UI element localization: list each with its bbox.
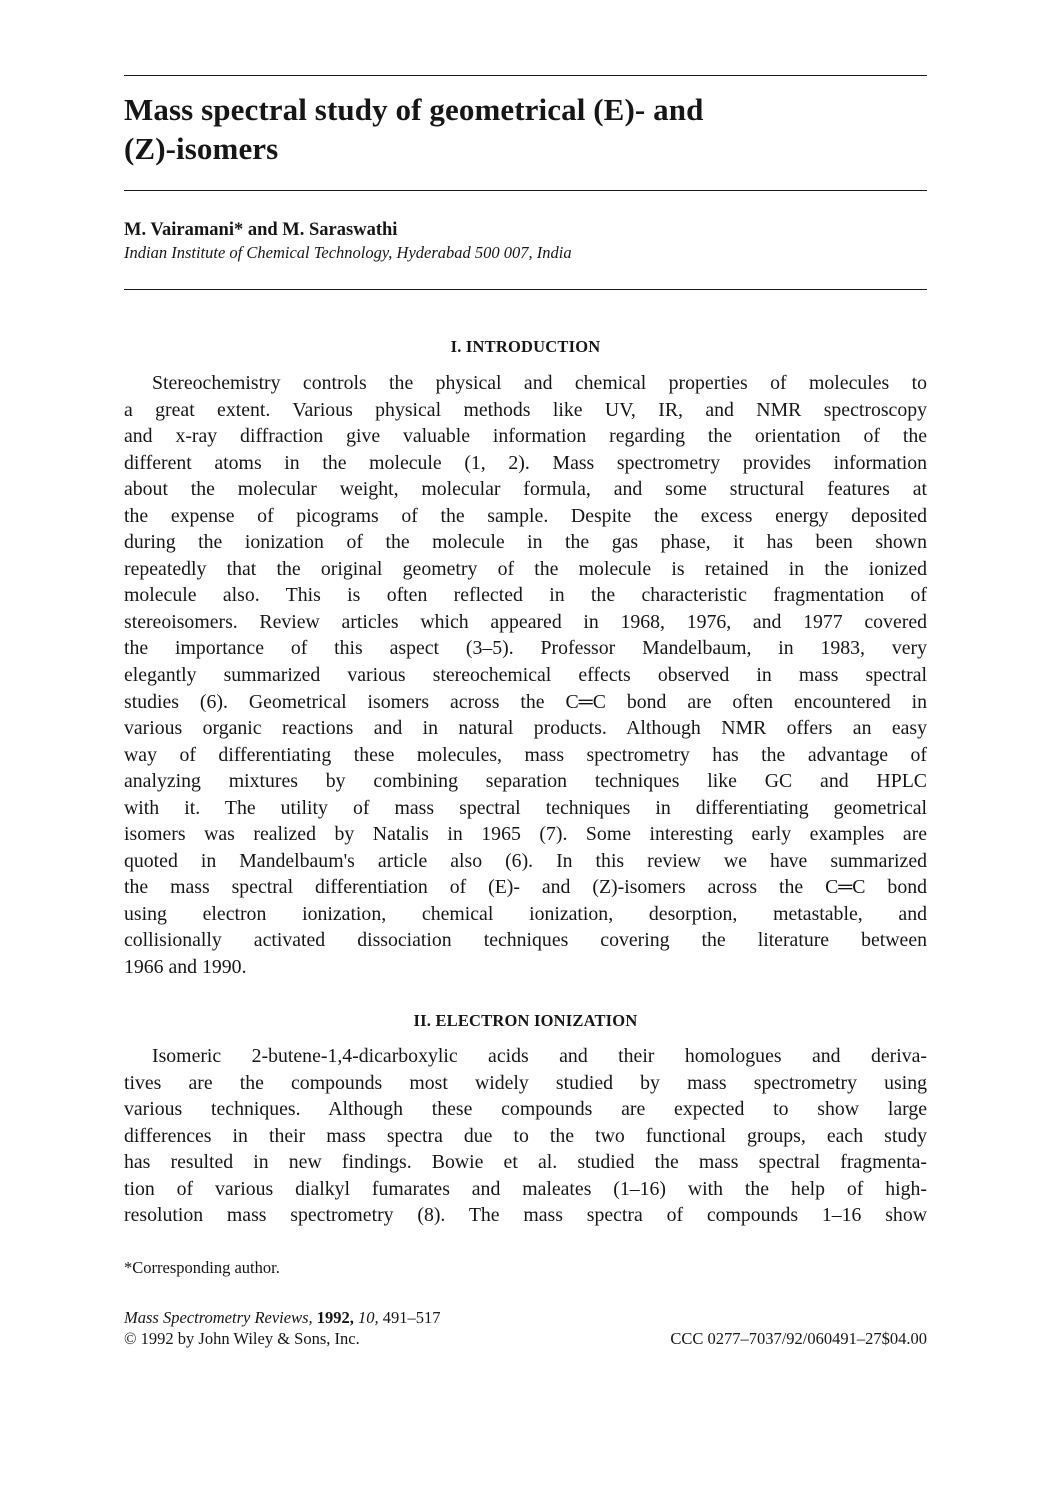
text-line: molecule also. This is often reflected in the characteristic fragmentation of: [124, 584, 927, 607]
text-line: Stereochemistry controls the physical and chemical properties of molecules to: [152, 372, 927, 394]
text-line: a great extent. Various physical methods like UV, IR, and NMR spectroscopy: [124, 398, 927, 421]
footnote: *Corresponding author.: [124, 1258, 280, 1277]
text-line: about the molecular weight, molecular formula, and some structural features at: [124, 478, 927, 501]
text-line: quoted in Mandelbaum's article also (6). In this review we have summarized: [124, 849, 927, 872]
text-line: Isomeric 2-butene-1,4-dicarboxylic acids and their homologues and deriva-: [152, 1045, 927, 1067]
text-line: the importance of this aspect (3–5). Professor Mandelbaum, in 1983, very: [124, 637, 927, 660]
journal-name: Mass Spectrometry Reviews,: [124, 1308, 313, 1327]
section-heading-electron-ionization: II. ELECTRON IONIZATION: [413, 1011, 638, 1030]
text-line: tion of various dialkyl fumarates and maleates (1–16) with the help of high-: [124, 1177, 927, 1200]
text-line: different atoms in the molecule (1, 2). Mass spectrometry provides information: [124, 451, 927, 474]
article-title: [124, 90, 924, 168]
introduction-paragraph: [124, 370, 927, 981]
copyright-notice: © 1992 by John Wiley & Sons, Inc.: [124, 1329, 360, 1348]
text-line: analyzing mixtures by combining separation techniques like GC and HPLC: [124, 770, 927, 793]
text-line: 1966 and 1990.: [124, 956, 247, 979]
text-line: various organic reactions and in natural products. Although NMR offers an easy: [124, 717, 927, 740]
text-line: and x-ray diffraction give valuable information regarding the orientation of the: [124, 425, 927, 448]
journal-citation: [124, 1307, 441, 1328]
text-line: repeatedly that the original geometry of the molecule is retained in the ionized: [124, 557, 927, 580]
top-rule: [124, 75, 927, 76]
text-line: stereoisomers. Review articles which appeared in 1968, 1976, and 1977 covered: [124, 610, 927, 633]
text-line: collisionally activated dissociation techniques covering the literature between: [124, 929, 927, 952]
text-line: tives are the compounds most widely studied by mass spectrometry using: [124, 1071, 927, 1094]
section-heading-introduction: I. INTRODUCTION: [450, 337, 601, 356]
text-line: studies (6). Geometrical isomers across the C═C bond are often encountered in: [124, 690, 927, 713]
title-line-1: Mass spectral study of geometrical (E)- and: [124, 92, 704, 127]
text-line: differences in their mass spectra due to the two functional groups, each study: [124, 1124, 927, 1147]
text-line: the mass spectral differentiation of (E)- and (Z)-isomers across the C═C bond: [124, 876, 927, 899]
text-line: way of differentiating these molecules, mass spectrometry has the advantage of: [124, 743, 927, 766]
text-line: during the ionization of the molecule in the gas phase, it has been shown: [124, 531, 927, 554]
text-line: elegantly summarized various stereochemical effects observed in mass spectral: [124, 664, 927, 687]
ccc-code: CCC 0277–7037/92/060491–27$04.00: [670, 1329, 927, 1348]
affiliation: Indian Institute of Chemical Technology, Hyderabad 500 007, India: [124, 243, 572, 262]
text-line: has resulted in new findings. Bowie et al. studied the mass spectral fragmenta-: [124, 1151, 927, 1174]
author-list: M. Vairamani* and M. Saraswathi: [124, 220, 398, 240]
title-line-2: (Z)-isomers: [124, 131, 279, 166]
journal-year: 1992,: [316, 1308, 354, 1327]
text-line: various techniques. Although these compounds are expected to show large: [124, 1098, 927, 1121]
text-line: using electron ionization, chemical ionization, desorption, metastable, and: [124, 902, 927, 925]
journal-volume: 10,: [358, 1308, 379, 1327]
text-line: isomers was realized by Natalis in 1965 (7). Some interesting early examples are: [124, 823, 927, 846]
journal-pages: 491–517: [382, 1308, 441, 1327]
header-rule: [124, 289, 927, 290]
electron-ionization-paragraph: [124, 1043, 927, 1229]
title-rule: [124, 190, 927, 191]
text-line: with it. The utility of mass spectral techniques in differentiating geometrical: [124, 796, 927, 819]
text-line: the expense of picograms of the sample. Despite the excess energy deposited: [124, 504, 927, 527]
text-line: resolution mass spectrometry (8). The mass spectra of compounds 1–16 show: [124, 1204, 927, 1227]
